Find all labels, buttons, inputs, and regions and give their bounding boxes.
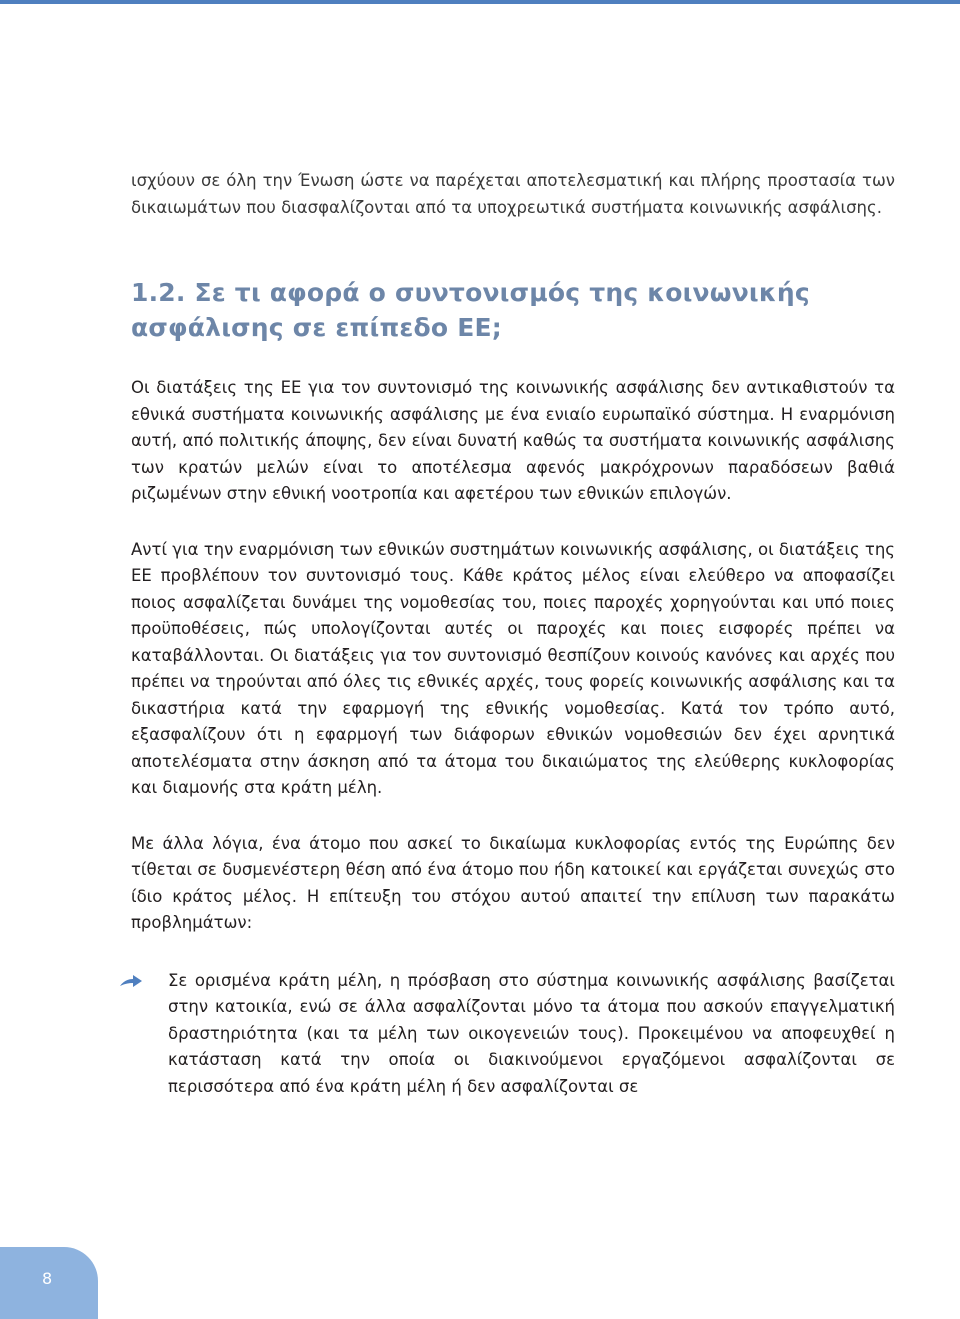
arrow-right-icon [118, 971, 144, 991]
bullet-text: Σε ορισμένα κράτη μέλη, η πρόσβαση στο σύστημα κοινωνικής ασφάλισης βασίζεται στην κατοικία, ενώ σε άλλα ασφαλίζονται μόνο τα άτομα που ασκούν επαγγελματική δραστηριότητα (και τα μέλη των οικογενειών τους). Προκειμένου να αποφευχθεί η κατάσταση κατά την οποία οι διακινούμενοι εργαζόμενοι ασφαλίζονται σε περισσότερα από ένα κράτη μέλη ή δεν ασφαλίζονται σε [168, 970, 895, 1096]
page-content [131, 168, 895, 1100]
list-item [131, 968, 895, 1101]
intro-paragraph: ισχύουν σε όλη την Ένωση ώστε να παρέχεται αποτελεσματική και πλήρης προστασία των δικαιωμάτων που διασφαλίζονται από τα υποχρεωτικά συστήματα κοινωνικής ασφάλισης. [131, 171, 895, 217]
body-paragraph: Οι διατάξεις της ΕΕ για τον συντονισμό της κοινωνικής ασφάλισης δεν αντικαθιστούν τα εθνικά συστήματα κοινωνικής ασφάλισης με ένα ενιαίο ευρωπαϊκό σύστημα. Η εναρμόνιση αυτή, από πολιτικής άποψης, δεν είναι δυνατή καθώς τα συστήματα κοινωνικής ασφάλισης των κρατών μελών είναι το αποτέλεσμα αφενός μακρόχρονων παραδόσεων βαθιά ριζωμένων στην εθνική νοοτροπία και αφετέρου των εθνικών επιλογών. [131, 378, 895, 503]
body-paragraph: Με άλλα λόγια, ένα άτομο που ασκεί το δικαίωμα κυκλοφορίας εντός της Ευρώπης δεν τίθεται σε δυσμενέστερη θέση από ένα άτομο που ήδη κατοικεί και εργάζεται συνεχώς στο ίδιο κράτος μέλος. Η επίτευξη του στόχου αυτού απαιτεί την επίλυση των παρακάτω προβλημάτων: [131, 833, 895, 932]
body-paragraph: Αντί για την εναρμόνιση των εθνικών συστημάτων κοινωνικής ασφάλισης, οι διατάξεις της ΕΕ προβλέπουν τον συντονισμό τους. Κάθε κράτος μέλος είναι ελεύθερο να αποφασίζει ποιος ασφαλίζεται δυνάμει της νομοθεσίας του, ποιες παροχές χορηγούνται και υπό ποιες προϋποθέσεις, πώς υπολογίζονται αυτές οι παροχές και ποιες εισφορές πρέπει να καταβάλλονται. Οι διατάξεις για τον συντονισμό θεσπίζουν κοινούς κανόνες και αρχές που πρέπει να τηρούνται από όλες τις εθνικές αρχές, τους φορείς κοινωνικής ασφάλισης και τα δικαστήρια κατά την εφαρμογή της εθνικής νομοθεσίας. Κατά τον τρόπο αυτό, εξασφαλίζουν ότι η εφαρμογή των διάφορων εθνικών νομοθεσιών δεν έχει αρνητικά αποτελέσματα στην άσκηση από τα άτομα του δικαιώματος της ελεύθερης κυκλοφορίας και διαμονής στα κράτη μέλη. [131, 539, 895, 797]
top-rule [0, 0, 960, 4]
page-number: 8 [42, 1269, 53, 1288]
section-heading: 1.2. Σε τι αφορά ο συντονισμός της κοινωνικής ασφάλισης σε επίπεδο ΕΕ; [131, 278, 810, 342]
bullet-list [131, 968, 895, 1101]
page-number-tab [0, 1247, 98, 1319]
